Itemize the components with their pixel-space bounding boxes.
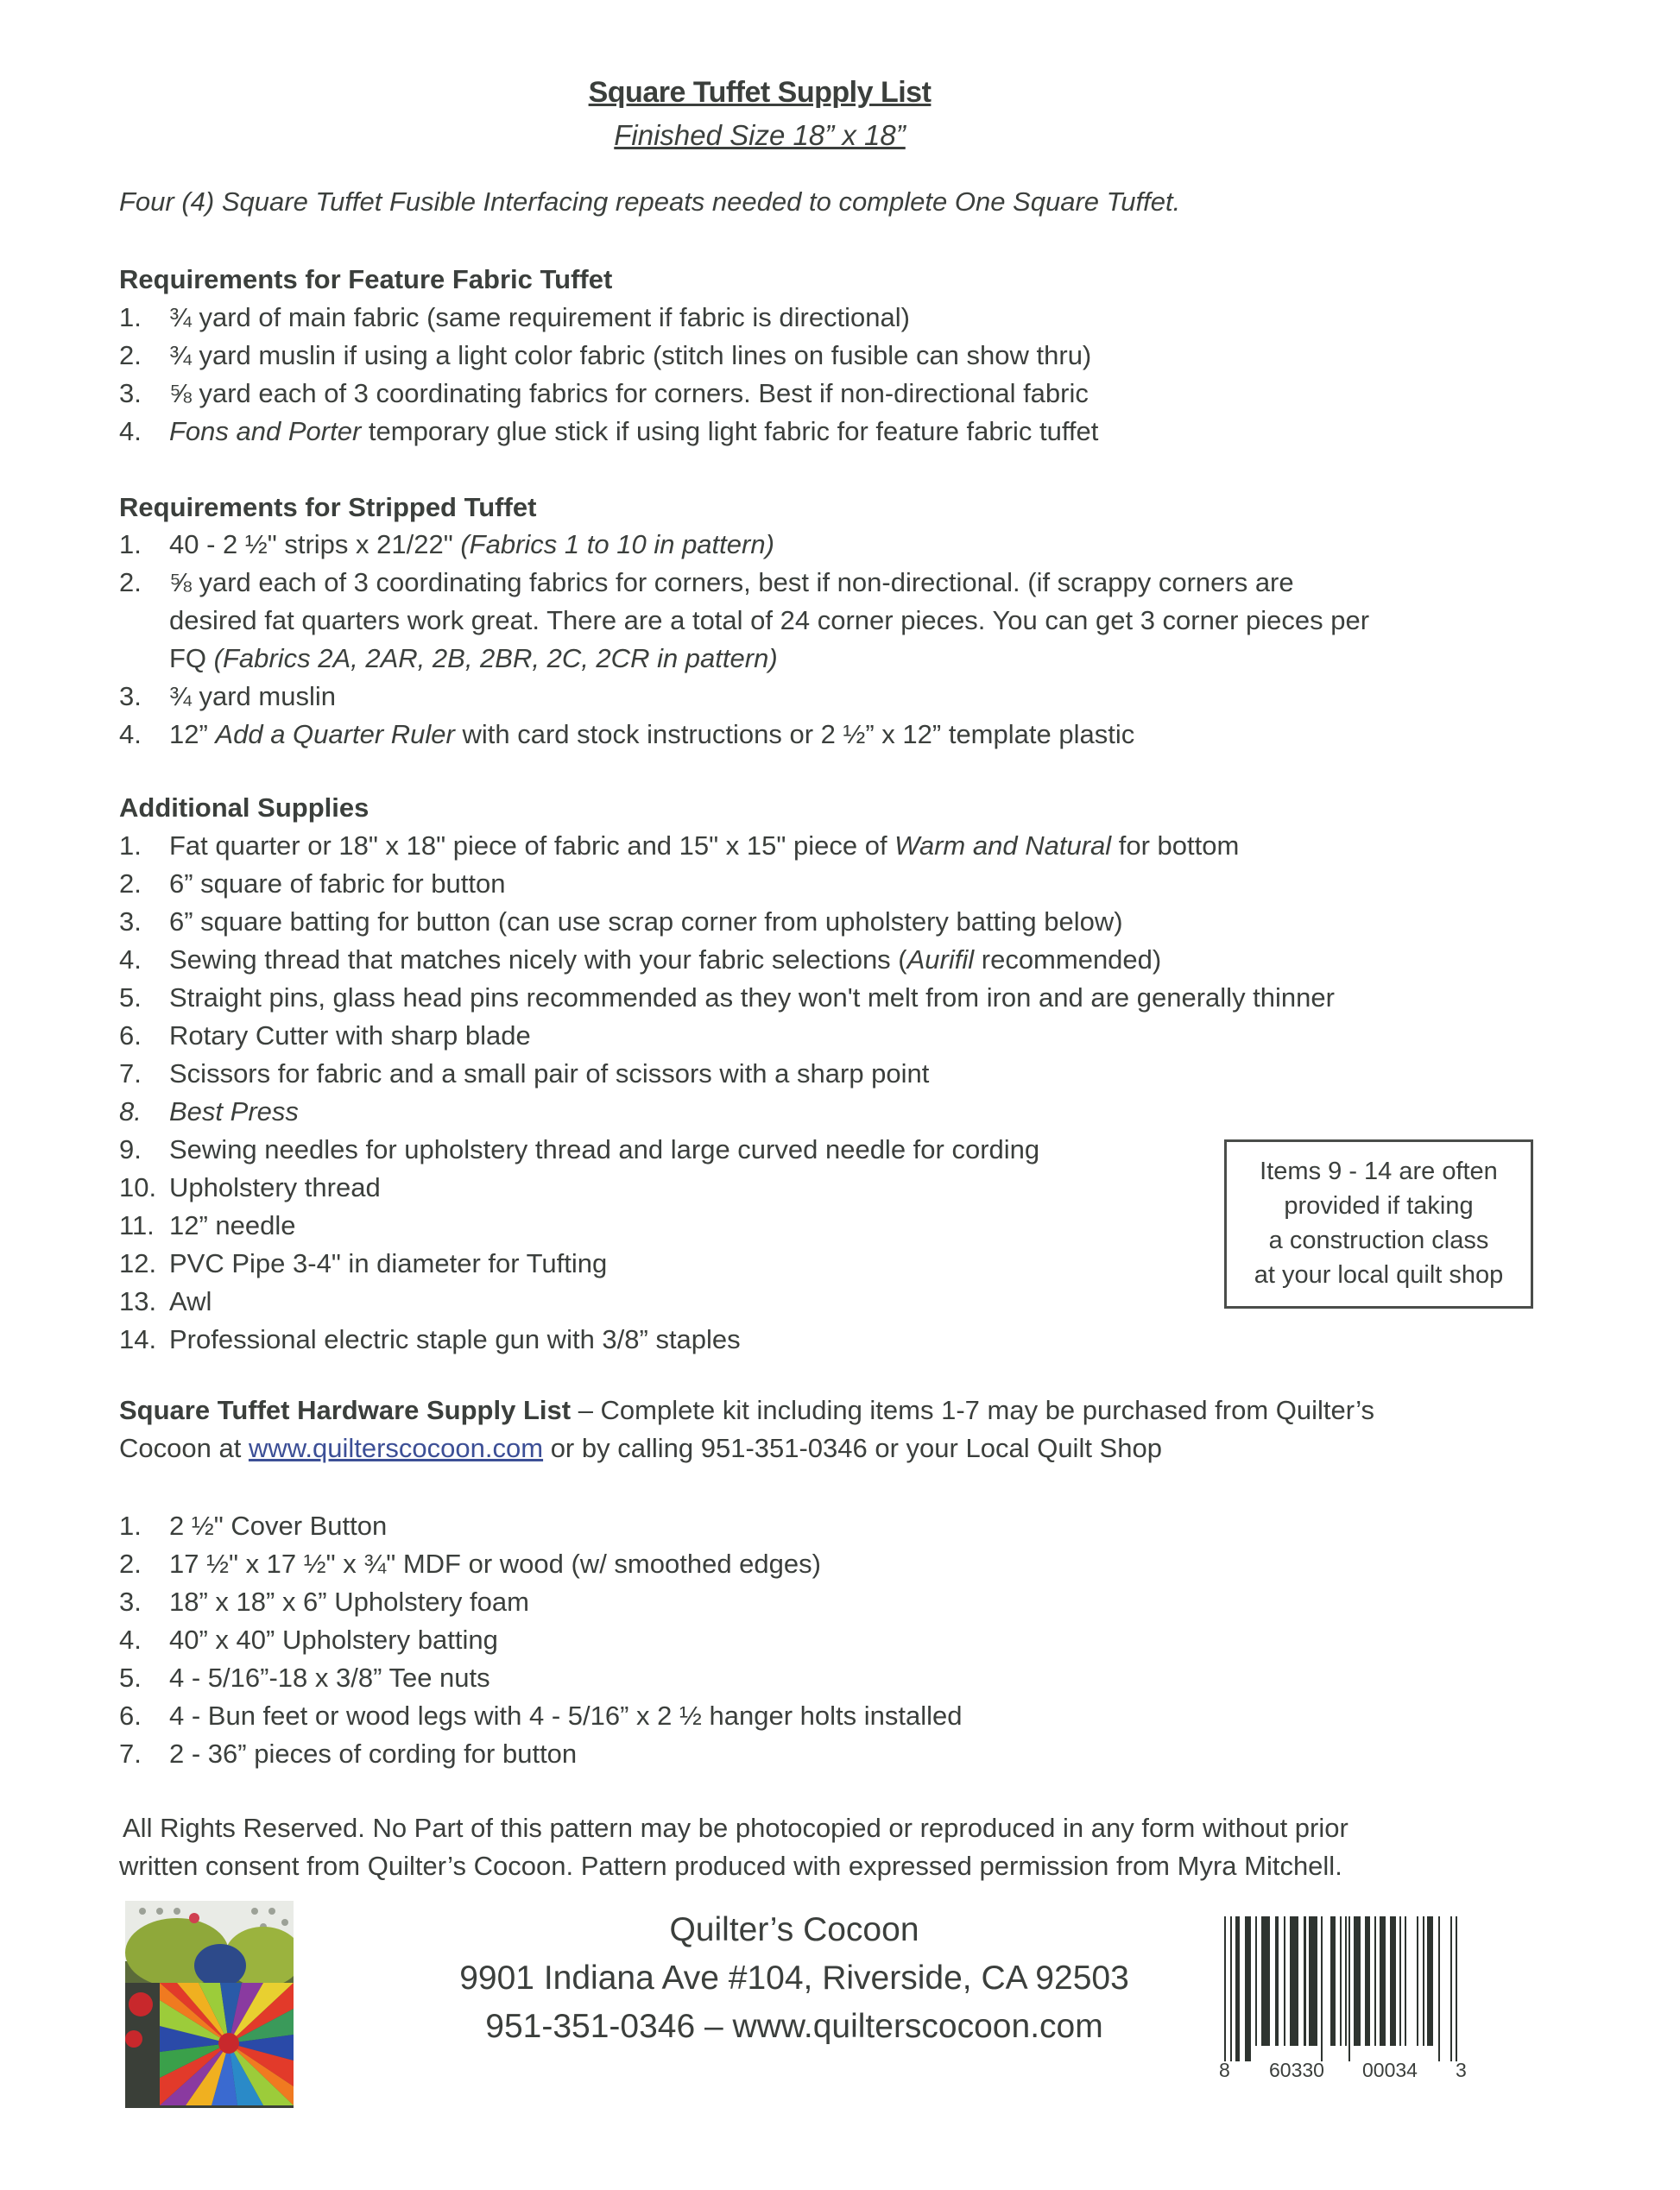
note-line: at your local quilt shop bbox=[1254, 1261, 1504, 1289]
barcode-bar bbox=[1321, 1916, 1323, 2061]
note-line: Items 9 - 14 are often bbox=[1260, 1158, 1498, 1185]
list-item bbox=[119, 827, 1335, 865]
list-item bbox=[119, 1169, 1335, 1207]
barcode-bar bbox=[1427, 1916, 1433, 2046]
item-number: 6. bbox=[119, 1020, 142, 1051]
barcode-bar bbox=[1405, 1916, 1406, 2046]
list-item bbox=[119, 1697, 962, 1735]
copyright-line: written consent from Quilter’s Cocoon. Pattern produced with expressed permission from Myra Mitchell. bbox=[119, 1851, 1342, 1881]
stripped-list bbox=[119, 526, 1369, 754]
item-text: 4 - 5/16”-18 x 3/8” Tee nuts bbox=[169, 1663, 490, 1693]
item-text: 6” square batting for button (can use scrap corner from upholstery batting below) bbox=[169, 906, 1123, 937]
barcode-bar bbox=[1304, 1916, 1306, 2046]
item-text: FQ bbox=[169, 643, 214, 673]
item-text: 2 ½" Cover Button bbox=[169, 1511, 388, 1541]
barcode-check-digit: 3 bbox=[1456, 2059, 1467, 2080]
list-item bbox=[119, 526, 1369, 564]
barcode-bar bbox=[1245, 1916, 1251, 2061]
barcode-bar bbox=[1374, 1916, 1376, 2046]
item-text: 4 - Bun feet or wood legs with 4 - 5/16” x 2 ½ hanger holts installed bbox=[169, 1701, 963, 1731]
item-text: 17 ½" x 17 ½" x ¾" MDF or wood (w/ smoothed edges) bbox=[169, 1549, 821, 1579]
barcode-bar bbox=[1224, 1916, 1226, 2061]
list-item bbox=[119, 1131, 1335, 1169]
item-number: 2. bbox=[119, 567, 142, 597]
list-item bbox=[119, 1321, 1335, 1359]
item-number: 3. bbox=[119, 1587, 142, 1617]
list-item bbox=[119, 337, 1098, 375]
barcode-bar bbox=[1230, 1916, 1232, 2061]
item-number: 6. bbox=[119, 1701, 142, 1731]
item-number: 8. bbox=[119, 1096, 142, 1127]
note-line: provided if taking bbox=[1284, 1192, 1474, 1220]
list-item bbox=[119, 1621, 962, 1659]
item-text: 40 - 2 ½" strips x 21/22" bbox=[169, 529, 461, 559]
list-item bbox=[119, 903, 1335, 941]
item-text: Upholstery thread bbox=[169, 1172, 381, 1202]
barcode-bar bbox=[1456, 1916, 1457, 2061]
list-item bbox=[119, 1055, 1335, 1093]
barcode-bar bbox=[1390, 1916, 1396, 2046]
barcode-bar bbox=[1261, 1916, 1270, 2046]
list-item bbox=[119, 413, 1098, 451]
list-item bbox=[119, 1583, 962, 1621]
item-italic-text: Warm and Natural bbox=[894, 830, 1112, 861]
item-text: Professional electric staple gun with 3/8” staples bbox=[169, 1324, 741, 1354]
barcode-bar bbox=[1340, 1916, 1342, 2046]
list-item bbox=[119, 1545, 962, 1583]
item-text: ⅝ yard each of 3 coordinating fabrics for corners, best if non-directional. (if scrappy corners are bbox=[169, 567, 1294, 597]
item-number: 4. bbox=[119, 719, 142, 749]
store-contact: 951-351-0346 – www.quilterscocoon.com bbox=[485, 2008, 1103, 2045]
barcode-bar bbox=[1290, 1916, 1298, 2046]
item-number: 13. bbox=[119, 1286, 157, 1316]
item-text: Fat quarter or 18" x 18" piece of fabric and 15" x 15" piece of bbox=[169, 830, 895, 861]
item-number: 7. bbox=[119, 1739, 142, 1769]
list-item bbox=[119, 1017, 1335, 1055]
barcode-bar bbox=[1255, 1916, 1257, 2046]
item-text: ¾ yard of main fabric (same requirement if fabric is directional) bbox=[169, 302, 910, 332]
item-italic-text: Aurifil bbox=[906, 944, 975, 975]
item-text: 40” x 40” Upholstery batting bbox=[169, 1625, 498, 1655]
barcode-bar bbox=[1235, 1916, 1240, 2061]
item-text: 18” x 18” x 6” Upholstery foam bbox=[169, 1587, 529, 1617]
hardware-heading: Square Tuffet Hardware Supply List bbox=[119, 1395, 572, 1425]
list-item bbox=[119, 716, 1369, 754]
barcode-bar bbox=[1348, 1916, 1350, 2061]
barcode-bar bbox=[1345, 1916, 1347, 2046]
item-text: 12” bbox=[169, 719, 216, 749]
item-italic-text: (Fabrics 1 to 10 in pattern) bbox=[460, 529, 774, 559]
item-text: 12” needle bbox=[169, 1210, 296, 1240]
item-number: 4. bbox=[119, 416, 142, 446]
list-item bbox=[119, 1507, 962, 1545]
barcode-bar bbox=[1423, 1916, 1424, 2046]
item-text: ¾ yard muslin bbox=[169, 681, 336, 711]
hardware-desc: – Complete kit including items 1-7 may be purchased from Quilter’s bbox=[571, 1395, 1375, 1425]
item-number: 1. bbox=[119, 1511, 142, 1541]
item-text: ⅝ yard each of 3 coordinating fabrics for corners. Best if non-directional fabric bbox=[169, 378, 1089, 408]
list-item bbox=[119, 1093, 1335, 1131]
item-text: Scissors for fabric and a small pair of scissors with a sharp point bbox=[169, 1058, 930, 1089]
item-text: temporary glue stick if using light fabric for feature fabric tuffet bbox=[361, 416, 1099, 446]
barcode-bar bbox=[1309, 1916, 1317, 2046]
item-number: 4. bbox=[119, 944, 142, 975]
hardware-desc: Cocoon at bbox=[119, 1433, 249, 1463]
item-text: 2 - 36” pieces of cording for button bbox=[169, 1739, 578, 1769]
item-number: 1. bbox=[119, 830, 142, 861]
item-number: 10. bbox=[119, 1172, 157, 1202]
list-item bbox=[119, 979, 1335, 1017]
item-number: 1. bbox=[119, 529, 142, 559]
item-italic-text: Add a Quarter Ruler bbox=[215, 719, 455, 749]
barcode-bar bbox=[1354, 1916, 1361, 2046]
item-number: 4. bbox=[119, 1625, 142, 1655]
finished-size: Finished Size 18” x 18” bbox=[614, 119, 906, 151]
item-text: Awl bbox=[169, 1286, 212, 1316]
barcode-bar bbox=[1438, 1916, 1440, 2061]
barcode-bars bbox=[1224, 1916, 1457, 2061]
barcode-bar bbox=[1380, 1916, 1386, 2046]
item-number: 5. bbox=[119, 982, 142, 1013]
barcode-first-digit: 8 bbox=[1219, 2059, 1230, 2080]
list-item bbox=[119, 564, 1369, 678]
list-item bbox=[119, 299, 1098, 337]
stripped-heading: Requirements for Stripped Tuffet bbox=[119, 492, 537, 522]
tuffet-photo-image bbox=[125, 1901, 294, 2108]
item-text: PVC Pipe 3-4" in diameter for Tufting bbox=[169, 1248, 608, 1278]
barcode-bar bbox=[1399, 1916, 1401, 2046]
barcode-bar bbox=[1417, 1916, 1418, 2046]
list-item bbox=[119, 1659, 962, 1697]
item-number: 3. bbox=[119, 681, 142, 711]
store-name: Quilter’s Cocoon bbox=[669, 1911, 919, 1948]
copyright-line: All Rights Reserved. No Part of this pattern may be photocopied or reproduced in any form without prior bbox=[123, 1813, 1348, 1843]
hardware-description bbox=[119, 1392, 1500, 1467]
item-number: 9. bbox=[119, 1134, 142, 1164]
list-item bbox=[119, 678, 1369, 716]
list-item bbox=[119, 1207, 1335, 1245]
additional-heading: Additional Supplies bbox=[119, 792, 369, 823]
item-number: 11. bbox=[119, 1210, 155, 1240]
barcode-bar bbox=[1275, 1916, 1279, 2046]
item-number: 3. bbox=[119, 906, 142, 937]
note-line: a construction class bbox=[1268, 1227, 1489, 1254]
barcode-left-group: 60330 bbox=[1269, 2059, 1324, 2080]
barcode-bar bbox=[1330, 1916, 1336, 2046]
barcode-bar bbox=[1450, 1916, 1452, 2061]
item-number: 1. bbox=[119, 302, 142, 332]
item-text: recommended) bbox=[974, 944, 1162, 975]
item-number: 5. bbox=[119, 1663, 142, 1693]
barcode bbox=[1217, 1908, 1468, 2080]
item-italic-text: (Fabrics 2A, 2AR, 2B, 2BR, 2C, 2CR in pattern) bbox=[213, 643, 778, 673]
item-italic-text: Fons and Porter bbox=[169, 416, 362, 446]
item-number: 3. bbox=[119, 378, 142, 408]
item-number: 2. bbox=[119, 1549, 142, 1579]
item-text: Sewing thread that matches nicely with your fabric selections ( bbox=[169, 944, 907, 975]
copyright-notice bbox=[119, 1809, 1535, 1885]
feature-fabric-list bbox=[119, 299, 1098, 451]
item-text: Sewing needles for upholstery thread and large curved needle for cording bbox=[169, 1134, 1040, 1164]
page-title: Square Tuffet Supply List bbox=[588, 76, 932, 109]
barcode-bar bbox=[1365, 1916, 1370, 2046]
tuffet-photo bbox=[125, 1901, 294, 2108]
additional-list bbox=[119, 827, 1335, 1359]
list-item bbox=[119, 1735, 962, 1773]
item-text: Straight pins, glass head pins recommended as they won't melt from iron and are generally thinner bbox=[169, 982, 1335, 1013]
item-number: 14. bbox=[119, 1324, 157, 1354]
item-number: 12. bbox=[119, 1248, 157, 1278]
store-address: 9901 Indiana Ave #104, Riverside, CA 92503 bbox=[459, 1960, 1129, 1997]
list-item bbox=[119, 941, 1335, 979]
item-number: 2. bbox=[119, 868, 142, 899]
item-number: 2. bbox=[119, 340, 142, 370]
hardware-desc: or by calling 951-351-0346 or your Local Quilt Shop bbox=[543, 1433, 1162, 1463]
item-number: 7. bbox=[119, 1058, 142, 1089]
list-item bbox=[119, 375, 1098, 413]
list-item bbox=[119, 1283, 1335, 1321]
intro-text: Four (4) Square Tuffet Fusible Interfacing repeats needed to complete One Square Tuffet. bbox=[119, 186, 1181, 217]
item-text: ¾ yard muslin if using a light color fabric (stitch lines on fusible can show thru) bbox=[169, 340, 1092, 370]
barcode-right-group: 00034 bbox=[1362, 2059, 1418, 2080]
item-text: for bottom bbox=[1111, 830, 1240, 861]
item-text: 6” square of fabric for button bbox=[169, 868, 506, 899]
item-text: with card stock instructions or 2 ½” x 12” template plastic bbox=[454, 719, 1135, 749]
list-item bbox=[119, 1245, 1335, 1283]
class-note-box bbox=[1224, 1139, 1533, 1309]
item-italic-text: Best Press bbox=[169, 1096, 299, 1127]
item-text: Rotary Cutter with sharp blade bbox=[169, 1020, 531, 1051]
feature-fabric-heading: Requirements for Feature Fabric Tuffet bbox=[119, 264, 613, 294]
website-link[interactable]: www.quilterscocoon.com bbox=[248, 1433, 544, 1463]
barcode-bar bbox=[1284, 1916, 1285, 2046]
item-text: desired fat quarters work great. There are a total of 24 corner pieces. You can get 3 corner pieces per bbox=[169, 605, 1370, 635]
list-item bbox=[119, 865, 1335, 903]
hardware-list bbox=[119, 1507, 962, 1773]
